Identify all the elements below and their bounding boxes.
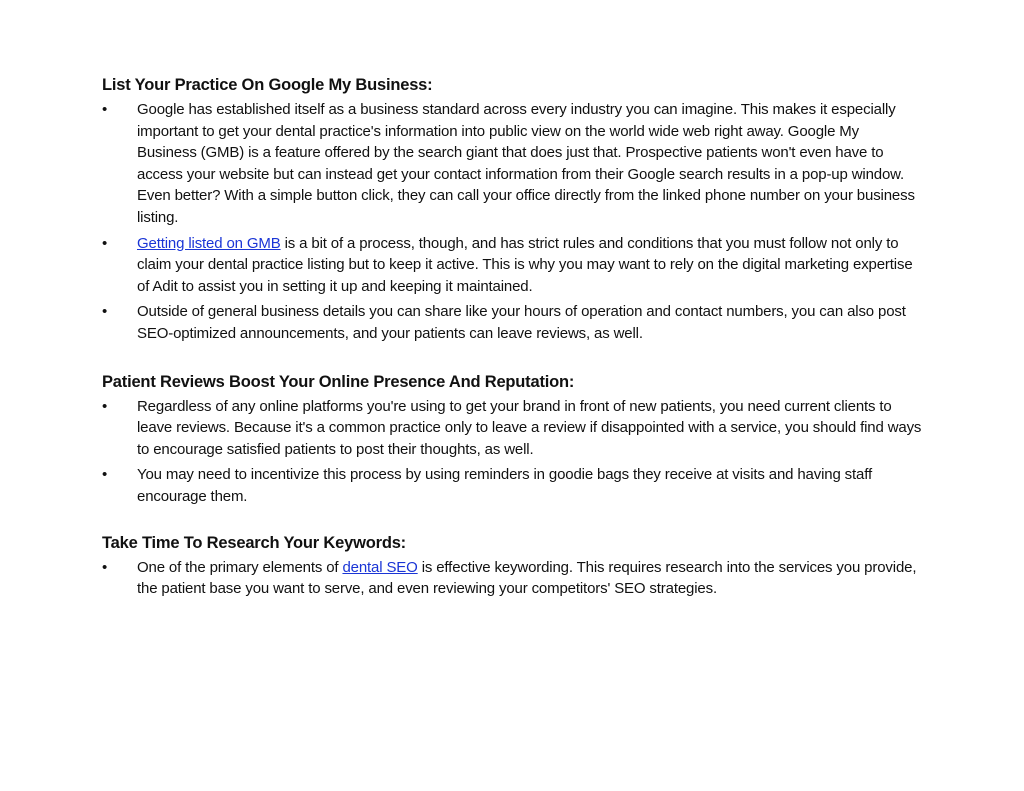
list-item bbox=[102, 99, 922, 229]
getting-listed-on-gmb-link[interactable]: Getting listed on GMB bbox=[137, 234, 281, 252]
bullet-text-pre: One of the primary elements of bbox=[137, 558, 343, 576]
bullet-text: Regardless of any online platforms you're using to get your brand in front of new patients, you need current clients to leave reviews. Because it's a common practice only to leave a review if disappointed with a service, you should find ways to encourage satisfied patients to post their thoughts, as well. bbox=[137, 397, 922, 458]
list-item bbox=[102, 557, 922, 600]
bullet-text-post: is a bit of a process, though, and has strict rules and conditions that you must follow not only to claim your dental practice listing but to keep it active. This is why you may want to rely on the digital marketing expertise of Adit to assist you in setting it up and keeping it maintained. bbox=[137, 234, 913, 295]
bullet-marker: • bbox=[102, 466, 108, 484]
list-item bbox=[102, 233, 922, 298]
bullet-text: Outside of general business details you can share like your hours of operation and contact numbers, you can also post SEO-optimized announcements, and your patients can leave reviews, as well. bbox=[137, 303, 906, 342]
section-heading: Take Time To Research Your Keywords: bbox=[102, 533, 406, 552]
bullet-list bbox=[102, 396, 922, 508]
document-page bbox=[102, 74, 922, 604]
bullet-text: Google has established itself as a business standard across every industry you can imagine. This makes it especially important to get your dental practice's information into public view on the world wide web right away. Google My Business (GMB) is a feature offered by the search giant that does just that. Prospective patients won't even have to access your website but can instead get your contact information from their Google search results in a pop-up window. Even better? With a simple button click, they can call your office directly from the linked phone number on your business listing. bbox=[137, 101, 915, 226]
section-heading: Patient Reviews Boost Your Online Presence And Reputation: bbox=[102, 372, 575, 391]
list-item bbox=[102, 301, 922, 344]
bullet-list bbox=[102, 557, 922, 600]
section-patient-reviews bbox=[102, 371, 922, 508]
bullet-marker: • bbox=[102, 234, 108, 252]
bullet-marker: • bbox=[102, 397, 108, 415]
list-item bbox=[102, 464, 922, 507]
section-google-my-business bbox=[102, 74, 922, 345]
section-research-keywords bbox=[102, 532, 922, 600]
bullet-text: You may need to incentivize this process by using reminders in goodie bags they receive at visits and having staff encourage them. bbox=[137, 466, 872, 505]
section-heading: List Your Practice On Google My Business: bbox=[102, 76, 433, 94]
bullet-marker: • bbox=[102, 558, 108, 576]
list-item bbox=[102, 396, 922, 461]
bullet-marker: • bbox=[102, 101, 108, 118]
bullet-marker: • bbox=[102, 303, 108, 321]
bullet-list bbox=[102, 99, 922, 345]
bullet-text-post: is effective keywording. This requires research into the services you provide, the patient base you want to serve, and even reviewing your competitors' SEO strategies. bbox=[137, 558, 917, 598]
dental-seo-link[interactable]: dental SEO bbox=[342, 558, 418, 576]
